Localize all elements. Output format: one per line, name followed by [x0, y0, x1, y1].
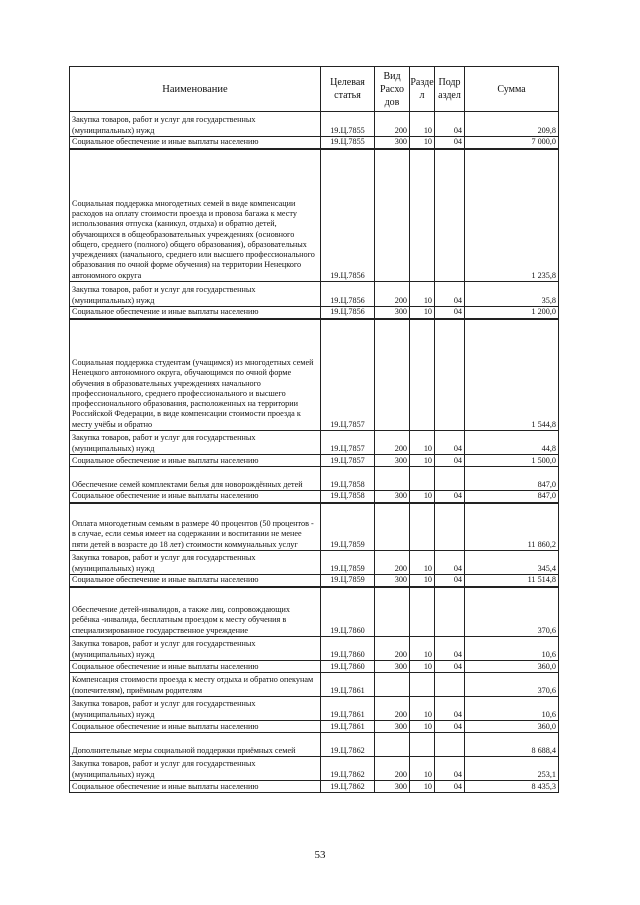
table-row: [70, 282, 559, 307]
cell-section: [410, 673, 435, 697]
table-row: [70, 307, 559, 319]
table-row: [70, 587, 559, 637]
cell-section: [410, 587, 435, 637]
table-row: [70, 149, 559, 282]
page-number: 53: [314, 849, 326, 861]
cell-name: Компенсация стоимости проезда к месту отдыха и обратно опекунам (попечителям), приёмным родителям: [70, 673, 321, 697]
cell-target: 19.Ц.7859: [321, 551, 375, 575]
cell-expense-type: 300: [375, 575, 410, 587]
table-row: [70, 319, 559, 431]
cell-name: Закупка товаров, работ и услуг для государственных (муниципальных) нужд: [70, 282, 321, 307]
cell-expense-type: 300: [375, 307, 410, 319]
cell-expense-type: [375, 673, 410, 697]
cell-section: 10: [410, 551, 435, 575]
cell-target: 19.Ц.7862: [321, 757, 375, 781]
cell-expense-type: [375, 467, 410, 491]
cell-subsection: 04: [435, 661, 465, 673]
cell-subsection: 04: [435, 455, 465, 467]
cell-section: [410, 319, 435, 431]
cell-sum: 1 235,8: [465, 149, 559, 282]
cell-name: Социальное обеспечение и иные выплаты населению: [70, 781, 321, 793]
cell-name: Обеспечение семей комплектами белья для новорождённых детей: [70, 467, 321, 491]
cell-section: 10: [410, 137, 435, 149]
table-body: [70, 112, 559, 793]
cell-subsection: 04: [435, 137, 465, 149]
cell-expense-type: [375, 149, 410, 282]
cell-subsection: [435, 733, 465, 757]
cell-sum: 360,0: [465, 721, 559, 733]
cell-target: 19.Ц.7862: [321, 733, 375, 757]
cell-section: 10: [410, 307, 435, 319]
table-row: [70, 455, 559, 467]
cell-name: Оплата многодетным семьям в размере 40 процентов (50 процентов - в случае, если семья имеет на содержании и воспитании не менее пяти детей в возрасте до 18 лет) стоимости коммунальных услуг: [70, 503, 321, 551]
cell-expense-type: 300: [375, 455, 410, 467]
cell-sum: 370,6: [465, 673, 559, 697]
table-row: [70, 467, 559, 491]
cell-target: 19.Ц.7861: [321, 721, 375, 733]
cell-name: Закупка товаров, работ и услуг для государственных (муниципальных) нужд: [70, 431, 321, 455]
cell-expense-type: [375, 733, 410, 757]
header-sum: Сумма: [465, 67, 559, 112]
cell-section: 10: [410, 455, 435, 467]
cell-sum: 847,0: [465, 491, 559, 503]
cell-expense-type: 300: [375, 491, 410, 503]
cell-sum: 1 500,0: [465, 455, 559, 467]
cell-name: Социальная поддержка многодетных семей в виде компенсации расходов на оплату стоимости проезда и провоза багажа к месту использования отпуска (каникул, отдыха) и обратно детей, обучающихся в общеобразовательных учреждениях (основного общего, среднего (полного) общего образования), образовательных учреждениях (начального, среднего или высшего профессионального образования по очной форме обучения) на территории Ненецкого автономного округа: [70, 149, 321, 282]
header-section: Разде л: [410, 67, 435, 112]
cell-name: Закупка товаров, работ и услуг для государственных (муниципальных) нужд: [70, 112, 321, 137]
cell-subsection: 04: [435, 575, 465, 587]
cell-section: 10: [410, 697, 435, 721]
header-name: Наименование: [70, 67, 321, 112]
cell-name: Социальное обеспечение и иные выплаты населению: [70, 137, 321, 149]
cell-subsection: [435, 319, 465, 431]
cell-expense-type: 200: [375, 282, 410, 307]
cell-sum: 370,6: [465, 587, 559, 637]
cell-name: Дополнительные меры социальной поддержки приёмных семей: [70, 733, 321, 757]
table-row: [70, 575, 559, 587]
cell-sum: 8 688,4: [465, 733, 559, 757]
table-row: [70, 137, 559, 149]
cell-section: [410, 733, 435, 757]
table-row: [70, 757, 559, 781]
cell-target: 19.Ц.7860: [321, 637, 375, 661]
cell-target: 19.Ц.7858: [321, 467, 375, 491]
cell-target: 19.Ц.7856: [321, 282, 375, 307]
cell-target: 19.Ц.7859: [321, 575, 375, 587]
cell-target: 19.Ц.7861: [321, 697, 375, 721]
cell-sum: 360,0: [465, 661, 559, 673]
cell-section: 10: [410, 721, 435, 733]
cell-target: 19.Ц.7859: [321, 503, 375, 551]
cell-subsection: 04: [435, 282, 465, 307]
cell-section: [410, 467, 435, 491]
cell-subsection: 04: [435, 697, 465, 721]
cell-sum: 35,8: [465, 282, 559, 307]
cell-target: 19.Ц.7862: [321, 781, 375, 793]
cell-subsection: 04: [435, 551, 465, 575]
table-row: [70, 721, 559, 733]
cell-name: Закупка товаров, работ и услуг для государственных (муниципальных) нужд: [70, 697, 321, 721]
cell-sum: 10,6: [465, 697, 559, 721]
table-header-row: [70, 67, 559, 112]
table-row: [70, 112, 559, 137]
cell-subsection: 04: [435, 721, 465, 733]
cell-name: Закупка товаров, работ и услуг для государственных (муниципальных) нужд: [70, 637, 321, 661]
cell-target: 19.Ц.7856: [321, 149, 375, 282]
cell-name: Социальная поддержка студентам (учащимся) из многодетных семей Ненецкого автономного округа, обучающимся по очной форме обучения в образовательных учреждениях начального профессионального, среднего профессионального и высшего профессионального образования, расположенных на территории Российской Федерации, в виде компенсации стоимости проезда к месту учёбы и обратно: [70, 319, 321, 431]
cell-sum: 8 435,3: [465, 781, 559, 793]
cell-name: Социальное обеспечение и иные выплаты населению: [70, 307, 321, 319]
budget-table: [69, 66, 559, 793]
cell-section: 10: [410, 431, 435, 455]
cell-target: 19.Ц.7860: [321, 587, 375, 637]
table-row: [70, 697, 559, 721]
cell-section: 10: [410, 757, 435, 781]
cell-subsection: [435, 467, 465, 491]
cell-target: 19.Ц.7860: [321, 661, 375, 673]
header-target: Целевая статья: [321, 67, 375, 112]
cell-name: Социальное обеспечение и иные выплаты населению: [70, 455, 321, 467]
cell-expense-type: 200: [375, 551, 410, 575]
cell-section: 10: [410, 282, 435, 307]
cell-target: 19.Ц.7856: [321, 307, 375, 319]
cell-target: 19.Ц.7857: [321, 319, 375, 431]
cell-subsection: [435, 673, 465, 697]
cell-expense-type: 200: [375, 757, 410, 781]
cell-subsection: [435, 149, 465, 282]
cell-subsection: [435, 503, 465, 551]
cell-name: Социальное обеспечение и иные выплаты населению: [70, 491, 321, 503]
cell-subsection: 04: [435, 431, 465, 455]
cell-subsection: 04: [435, 757, 465, 781]
cell-target: 19.Ц.7861: [321, 673, 375, 697]
cell-target: 19.Ц.7858: [321, 491, 375, 503]
cell-expense-type: [375, 319, 410, 431]
table-row: [70, 503, 559, 551]
cell-expense-type: 300: [375, 781, 410, 793]
cell-sum: 847,0: [465, 467, 559, 491]
cell-target: 19.Ц.7857: [321, 455, 375, 467]
cell-target: 19.Ц.7855: [321, 112, 375, 137]
cell-sum: 11 514,8: [465, 575, 559, 587]
cell-subsection: 04: [435, 112, 465, 137]
cell-sum: 209,8: [465, 112, 559, 137]
cell-name: Закупка товаров, работ и услуг для государственных (муниципальных) нужд: [70, 757, 321, 781]
cell-section: 10: [410, 112, 435, 137]
cell-section: 10: [410, 575, 435, 587]
table-row: [70, 637, 559, 661]
cell-subsection: 04: [435, 637, 465, 661]
table-row: [70, 551, 559, 575]
cell-subsection: 04: [435, 781, 465, 793]
cell-sum: 345,4: [465, 551, 559, 575]
cell-sum: 10,6: [465, 637, 559, 661]
cell-sum: 1 544,8: [465, 319, 559, 431]
cell-sum: 1 200,0: [465, 307, 559, 319]
cell-name: Социальное обеспечение и иные выплаты населению: [70, 575, 321, 587]
cell-expense-type: 300: [375, 661, 410, 673]
cell-section: [410, 503, 435, 551]
cell-expense-type: 200: [375, 112, 410, 137]
cell-section: 10: [410, 491, 435, 503]
cell-expense-type: 200: [375, 637, 410, 661]
cell-expense-type: 200: [375, 431, 410, 455]
cell-subsection: [435, 587, 465, 637]
table-row: [70, 491, 559, 503]
cell-section: 10: [410, 637, 435, 661]
cell-section: 10: [410, 661, 435, 673]
table-row: [70, 733, 559, 757]
cell-section: 10: [410, 781, 435, 793]
cell-name: Закупка товаров, работ и услуг для государственных (муниципальных) нужд: [70, 551, 321, 575]
header-expense-type: Вид Расхо дов: [375, 67, 410, 112]
cell-target: 19.Ц.7857: [321, 431, 375, 455]
cell-expense-type: [375, 503, 410, 551]
cell-section: [410, 149, 435, 282]
cell-sum: 7 000,0: [465, 137, 559, 149]
cell-sum: 11 860,2: [465, 503, 559, 551]
cell-target: 19.Ц.7855: [321, 137, 375, 149]
cell-name: Социальное обеспечение и иные выплаты населению: [70, 721, 321, 733]
table-row: [70, 661, 559, 673]
cell-expense-type: 300: [375, 137, 410, 149]
table-row: [70, 673, 559, 697]
cell-subsection: 04: [435, 307, 465, 319]
cell-sum: 253,1: [465, 757, 559, 781]
header-subsection: Подр аздел: [435, 67, 465, 112]
cell-subsection: 04: [435, 491, 465, 503]
cell-expense-type: 200: [375, 697, 410, 721]
table-row: [70, 781, 559, 793]
cell-sum: 44,8: [465, 431, 559, 455]
cell-expense-type: 300: [375, 721, 410, 733]
cell-name: Социальное обеспечение и иные выплаты населению: [70, 661, 321, 673]
cell-expense-type: [375, 587, 410, 637]
cell-name: Обеспечение детей-инвалидов, а также лиц, сопровождающих ребёнка -инвалида, бесплатным проездом к месту обучения в специализированное государственное учреждение: [70, 587, 321, 637]
budget-table-container: [69, 66, 559, 793]
table-row: [70, 431, 559, 455]
